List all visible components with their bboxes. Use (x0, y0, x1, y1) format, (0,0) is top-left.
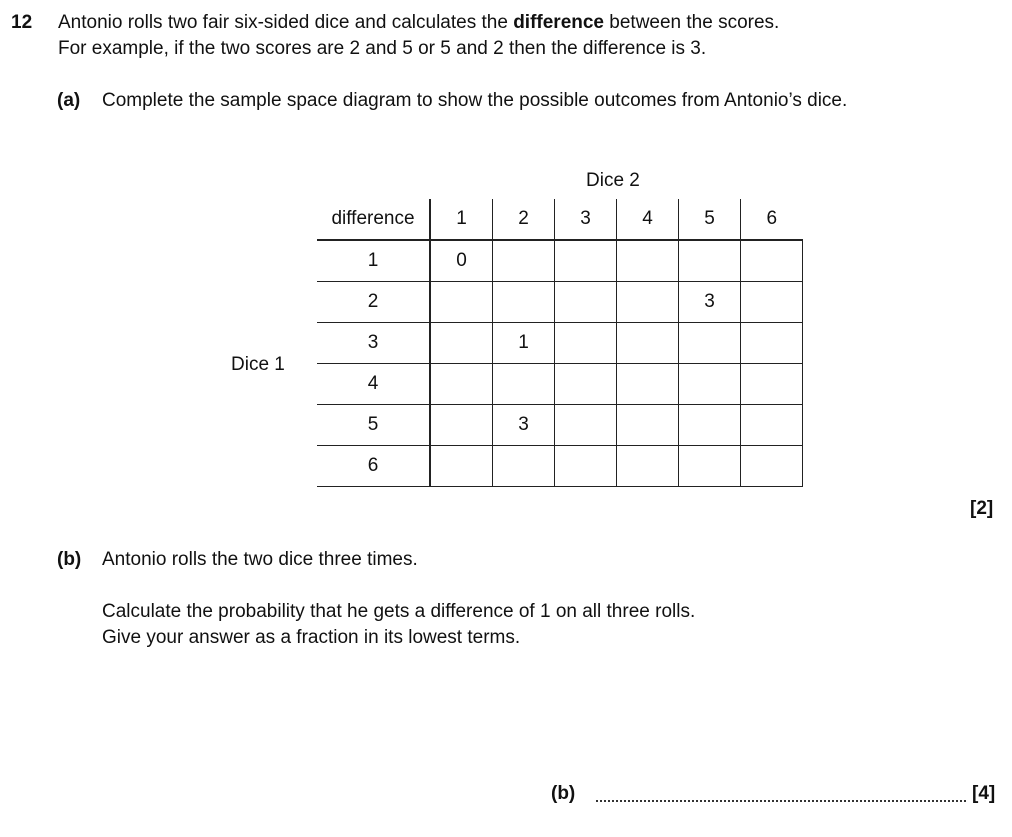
table-cell[interactable] (493, 282, 555, 323)
table-row (317, 405, 803, 446)
row-header: 6 (317, 446, 430, 487)
dice-2-label: Dice 2 (586, 170, 640, 191)
table-cell[interactable] (679, 364, 741, 405)
table-cell[interactable] (555, 323, 617, 364)
question-intro-line2: For example, if the two scores are 2 and 5 or 5 and 2 then the difference is 3. (58, 38, 707, 59)
table-cell[interactable] (555, 282, 617, 323)
column-header: 6 (741, 199, 803, 240)
table-cell[interactable] (617, 364, 679, 405)
table-cell[interactable] (617, 240, 679, 282)
column-header: 1 (430, 199, 493, 240)
table-cell[interactable] (430, 364, 493, 405)
intro-text-bold: difference (513, 12, 604, 33)
table-cell[interactable] (617, 446, 679, 487)
row-header: 3 (317, 323, 430, 364)
table-cell[interactable] (430, 323, 493, 364)
intro-text-after: between the scores. (604, 12, 780, 33)
table-cell[interactable]: 1 (493, 323, 555, 364)
table-cell[interactable] (430, 405, 493, 446)
part-b-marks: [4] (972, 783, 996, 804)
row-header: 1 (317, 240, 430, 282)
table-cell[interactable] (430, 446, 493, 487)
table-cell[interactable] (493, 446, 555, 487)
column-header: 2 (493, 199, 555, 240)
part-b-instruction-1: Calculate the probability that he gets a difference of 1 on all three rolls. (102, 601, 696, 622)
table-cell[interactable]: 3 (493, 405, 555, 446)
table-cell[interactable] (741, 240, 803, 282)
table-row (317, 364, 803, 405)
table-cell[interactable] (679, 240, 741, 282)
column-header: 4 (617, 199, 679, 240)
table-row (317, 323, 803, 364)
part-b-label: (b) (57, 549, 82, 570)
table-cell[interactable] (679, 446, 741, 487)
table-cell[interactable] (493, 240, 555, 282)
table-cell[interactable] (679, 323, 741, 364)
table-cell[interactable] (493, 364, 555, 405)
table-row (317, 282, 803, 323)
table-cell[interactable] (741, 323, 803, 364)
column-header: 3 (555, 199, 617, 240)
table-cell[interactable] (741, 364, 803, 405)
answer-line[interactable] (596, 798, 966, 802)
question-intro-line1 (58, 12, 779, 34)
dice-1-label: Dice 1 (231, 354, 285, 375)
corner-label: difference (317, 199, 430, 240)
table-cell[interactable] (555, 240, 617, 282)
table-cell[interactable]: 3 (679, 282, 741, 323)
table-cell[interactable] (617, 323, 679, 364)
part-b-text: Antonio rolls the two dice three times. (102, 549, 418, 570)
table-cell[interactable] (555, 405, 617, 446)
answer-label: (b) (551, 783, 576, 804)
table-cell[interactable] (617, 405, 679, 446)
question-number: 12 (11, 12, 33, 33)
table-cell[interactable] (555, 364, 617, 405)
table-cell[interactable] (741, 282, 803, 323)
part-a-text: Complete the sample space diagram to show the possible outcomes from Antonio’s dice. (102, 90, 848, 111)
table-row (317, 240, 803, 282)
column-header: 5 (679, 199, 741, 240)
table-cell[interactable] (555, 446, 617, 487)
row-header: 2 (317, 282, 430, 323)
table-cell[interactable] (679, 405, 741, 446)
row-header: 5 (317, 405, 430, 446)
intro-text-before: Antonio rolls two fair six-sided dice and calculates the (58, 12, 514, 33)
table-row (317, 446, 803, 487)
part-a-marks: [2] (970, 498, 994, 519)
table-cell[interactable] (617, 282, 679, 323)
table-cell[interactable] (430, 282, 493, 323)
part-b-instruction-2: Give your answer as a fraction in its lowest terms. (102, 627, 521, 648)
table-cell[interactable]: 0 (430, 240, 493, 282)
part-a-label: (a) (57, 90, 81, 111)
row-header: 4 (317, 364, 430, 405)
sample-space-table (317, 199, 803, 487)
table-header-row (317, 199, 803, 240)
table-cell[interactable] (741, 446, 803, 487)
table-cell[interactable] (741, 405, 803, 446)
